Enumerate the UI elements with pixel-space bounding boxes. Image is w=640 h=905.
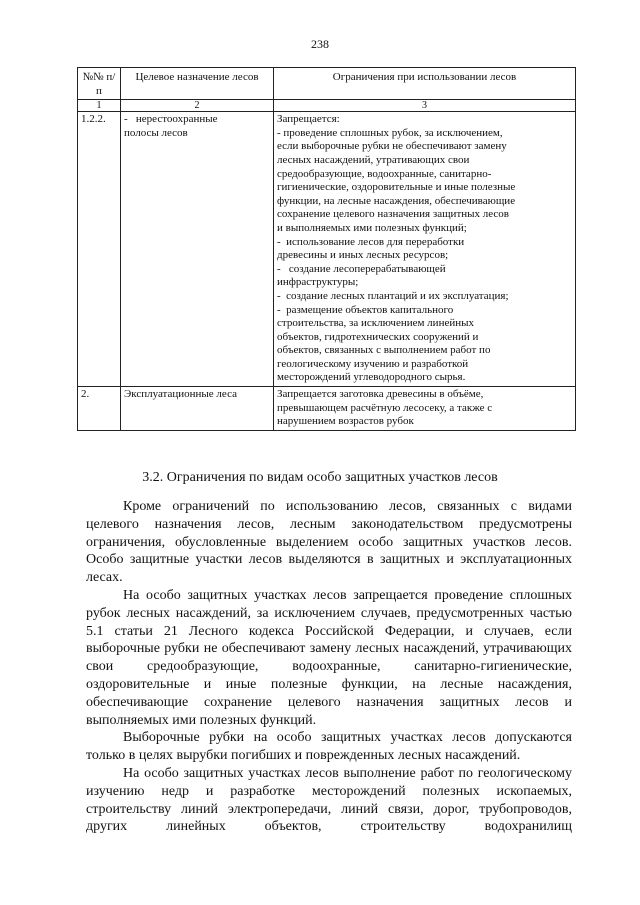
restriction-line: нарушением возрастов рубок — [277, 415, 414, 428]
restriction-line: древесины и иных лесных ресурсов; — [277, 249, 449, 262]
header-purpose: Целевое назначение лесов — [121, 68, 274, 100]
row-purpose — [121, 387, 274, 431]
restriction-line: - создание лесоперерабатывающей — [277, 262, 446, 275]
restriction-line: лесных насаждений, утративающих свои — [277, 153, 470, 166]
table-row — [78, 387, 576, 431]
row-restrictions — [274, 387, 576, 431]
section-body — [86, 498, 572, 836]
row-restrictions — [274, 112, 576, 387]
restriction-line: и выполняемых ими полезных функций; — [277, 221, 467, 234]
purpose-line: полосы лесов — [124, 126, 188, 139]
restriction-line: месторождений углеводородного сырья. — [277, 371, 466, 384]
restriction-line: Запрещается: — [277, 113, 340, 126]
restriction-line: инфраструктуры; — [277, 276, 359, 289]
restriction-line: - проведение сплошных рубок, за исключением, — [277, 126, 503, 139]
restrictions-table — [77, 67, 576, 431]
purpose-line: Эксплуатационные леса — [124, 388, 237, 401]
column-number-row — [78, 100, 576, 112]
row-purpose — [121, 112, 274, 387]
paragraph: На особо защитных участках лесов запрещается проведение сплошных рубок лесных насаждений, за исключением случаев, предусмотренных частью 5.1 статьи 21 Лесного кодекса Российской Федерации, и случаев, если выборочные рубки не обеспечивают замену лесных насаждений, утрачивающих свои средообразующие, водоохранные, санитарно-гигиенические, оздоровительные и иные полезные функции, на лесные насаждения, обеспечивающие сохранение целевого назначения защитных лесов и выполняемых ими полезных функций. — [86, 587, 572, 728]
row-number: 1.2.2. — [78, 112, 121, 387]
page-number: 238 — [311, 37, 329, 51]
restriction-line: геологическому изучению и разработкой — [277, 357, 469, 370]
column-number: 2 — [121, 100, 274, 112]
restriction-line: объектов, связанных с выполнением работ по — [277, 344, 491, 357]
section-title: 3.2. Ограничения по видам особо защитных участков лесов — [142, 470, 498, 485]
row-number: 2. — [78, 387, 121, 431]
table-header-row — [78, 68, 576, 100]
restriction-line: - использование лесов для переработки — [277, 235, 465, 248]
table-row — [78, 112, 576, 387]
column-number: 3 — [274, 100, 576, 112]
restriction-line: объектов, гидротехнических сооружений и — [277, 330, 479, 343]
paragraph: Выборочные рубки на особо защитных участках лесов допускаются только в целях вырубки погибших и поврежденных лесных насаждений. — [86, 730, 572, 764]
restriction-line: сохранение целевого назначения защитных лесов — [277, 208, 509, 221]
paragraph: На особо защитных участках лесов выполнение работ по геологическому изучению недр и разработке месторождений полезных ископаемых, строительству линий электропередачи, линий связи, дорог, трубопроводов, других линейных объектов, строительству водохранилищ — [86, 765, 572, 835]
restriction-line: - размещение объектов капитального — [277, 303, 454, 316]
restriction-line: если выборочные рубки не обеспечивают замену — [277, 140, 507, 153]
column-number: 1 — [78, 100, 121, 112]
header-number: №№ п/п — [78, 68, 121, 100]
restriction-line: Запрещается заготовка древесины в объёме, — [277, 388, 484, 401]
purpose-line: - нерестоохранные — [124, 113, 218, 126]
restriction-line: строительства, за исключением линейных — [277, 317, 474, 330]
paragraph: Кроме ограничений по использованию лесов, связанных с видами целевого назначения лесов, лесным законодательством предусмотрены ограничения, обусловленные выделением особо защитных участков лесов. Особо защитные участки лесов выделяются в защитных и эксплуатационных лесах. — [86, 499, 572, 586]
restriction-line: превышающем расчётную лесосеку, а также с — [277, 401, 493, 414]
restriction-line: средообразующие, водоохранные, санитарно- — [277, 167, 492, 180]
restriction-line: функции, на лесные насаждения, обеспечивающие — [277, 194, 516, 207]
header-restrictions: Ограничения при использовании лесов — [274, 68, 576, 100]
restriction-line: - создание лесных плантаций и их эксплуатация; — [277, 289, 509, 302]
restriction-line: гигиенические, оздоровительные и иные полезные — [277, 181, 516, 194]
